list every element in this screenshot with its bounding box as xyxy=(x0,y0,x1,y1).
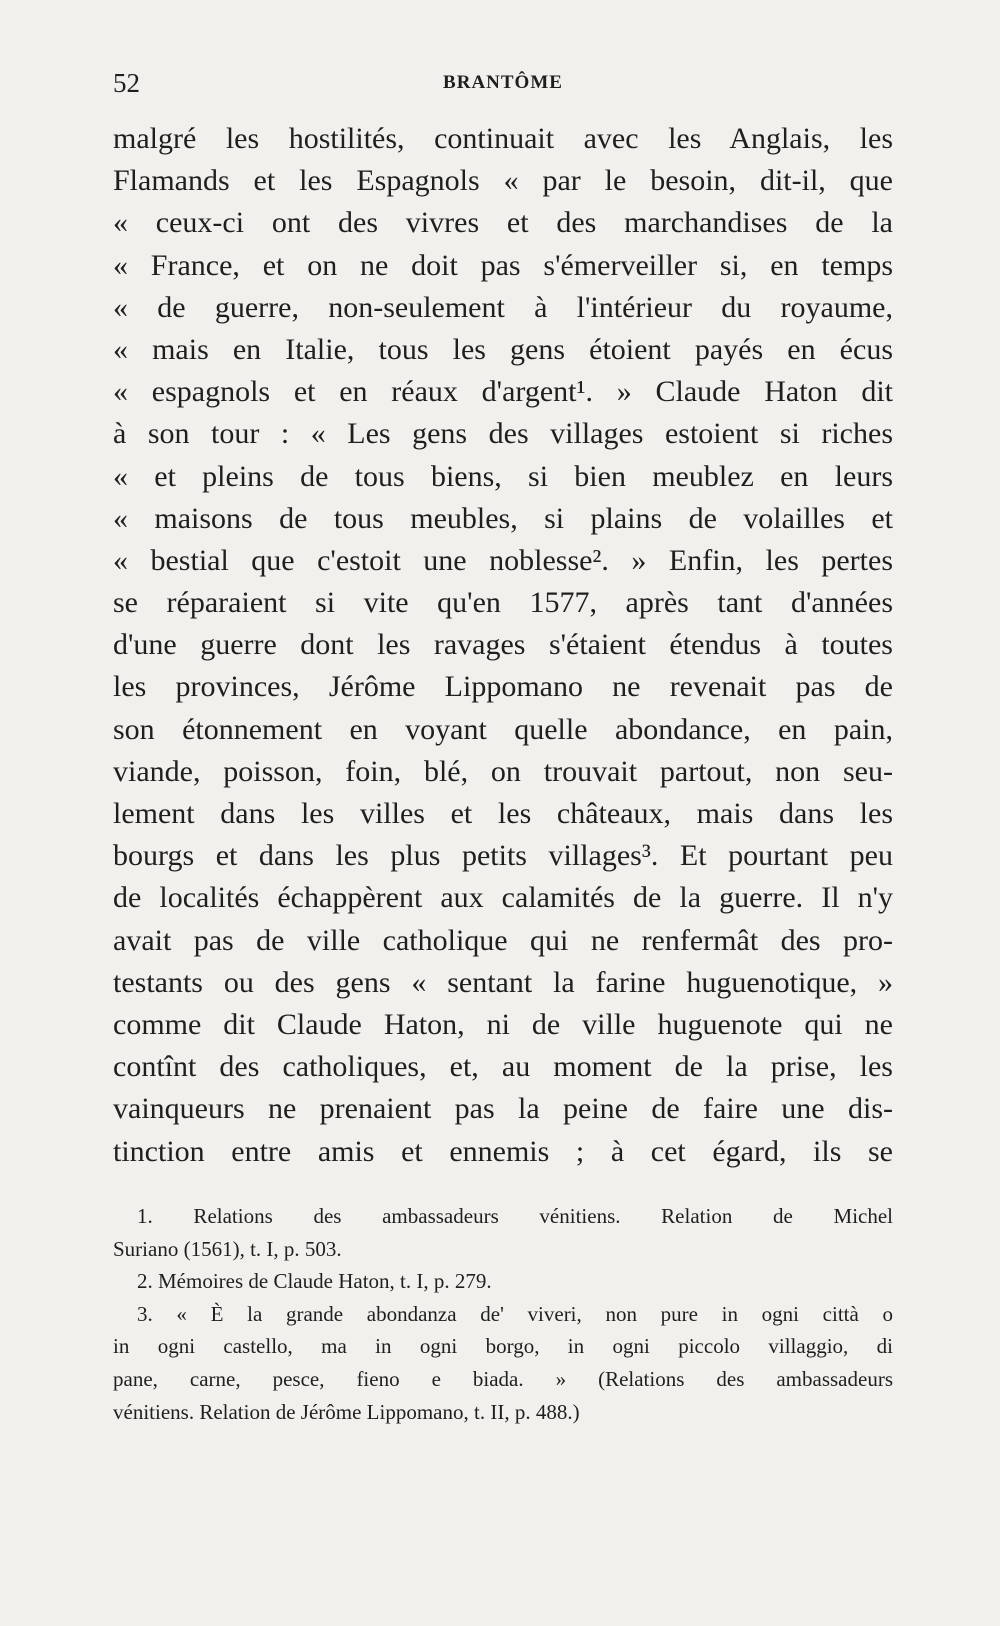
text-line: de localités échappèrent aux calamités de la guerre. Il n'y xyxy=(113,881,893,915)
text-line: « espagnols et en réaux d'argent¹. » Claude Haton dit xyxy=(113,375,893,409)
text-line: « ceux-ci ont des vivres et des marchandises de la xyxy=(113,206,893,240)
footnote-line: vénitiens. Relation de Jérôme Lippomano, t. II, p. 488.) xyxy=(113,1399,580,1424)
text-line: « bestial que c'estoit une noblesse². » Enfin, les pertes xyxy=(113,543,893,577)
text-line: « et pleins de tous biens, si bien meublez en leurs xyxy=(113,459,893,493)
footnotes xyxy=(113,1200,893,1428)
text-line: d'une guerre dont les ravages s'étaient étendus à toutes xyxy=(113,628,893,662)
text-line: « maisons de tous meubles, si plains de volailles et xyxy=(113,501,893,535)
text-line: lement dans les villes et les châteaux, mais dans les xyxy=(113,797,893,830)
text-line: « France, et on ne doit pas s'émerveiller si, en temps xyxy=(113,248,893,282)
text-line: malgré les hostilités, continuait avec les Anglais, les xyxy=(113,122,893,155)
text-line: « mais en Italie, tous les gens étoient payés en écus xyxy=(113,332,893,366)
text-line: testants ou des gens « sentant la farine huguenotique, » xyxy=(113,965,893,999)
text-line: se réparaient si vite qu'en 1577, après tant d'années xyxy=(113,586,893,620)
footnote-line: Suriano (1561), t. I, p. 503. xyxy=(113,1236,342,1261)
text-line: Flamands et les Espagnols « par le besoin, dit-il, que xyxy=(113,164,893,198)
text-line: à son tour : « Les gens des villages estoient si riches xyxy=(113,417,893,451)
footnote-line: pane, carne, pesce, fieno e biada. » (Relations des ambassadeurs xyxy=(113,1366,893,1391)
body-text xyxy=(113,118,893,1173)
text-line: les provinces, Jérôme Lippomano ne revenait pas de xyxy=(113,670,893,704)
footnote-line: in ogni castello, ma in ogni borgo, in ogni piccolo villaggio, di xyxy=(113,1334,893,1359)
text-line: tinction entre amis et ennemis ; à cet égard, ils se xyxy=(113,1134,893,1168)
text-line: viande, poisson, foin, blé, on trouvait partout, non seu- xyxy=(113,754,893,788)
footnote-line: 1. Relations des ambassadeurs vénitiens. Relation de Michel xyxy=(137,1204,893,1228)
text-line: comme dit Claude Haton, ni de ville huguenote qui ne xyxy=(113,1007,893,1041)
text-line: bourgs et dans les plus petits villages³. Et pourtant peu xyxy=(113,839,893,873)
page-number: 52 xyxy=(113,68,140,98)
text-line: avait pas de ville catholique qui ne renfermât des pro- xyxy=(113,923,893,957)
footnote-line: 3. « È la grande abondanza de' viveri, non pure in ogni città o xyxy=(137,1301,893,1326)
running-title: BRANTÔME xyxy=(443,72,563,93)
page-header xyxy=(113,68,893,102)
text-line: son étonnement en voyant quelle abondance, en pain, xyxy=(113,712,893,746)
text-line: contînt des catholiques, et, au moment de la prise, les xyxy=(113,1050,893,1084)
text-line: « de guerre, non-seulement à l'intérieur du royaume, xyxy=(113,290,893,324)
footnote-line: 2. Mémoires de Claude Haton, t. I, p. 279. xyxy=(137,1269,492,1294)
text-line: vainqueurs ne prenaient pas la peine de faire une dis- xyxy=(113,1092,893,1126)
